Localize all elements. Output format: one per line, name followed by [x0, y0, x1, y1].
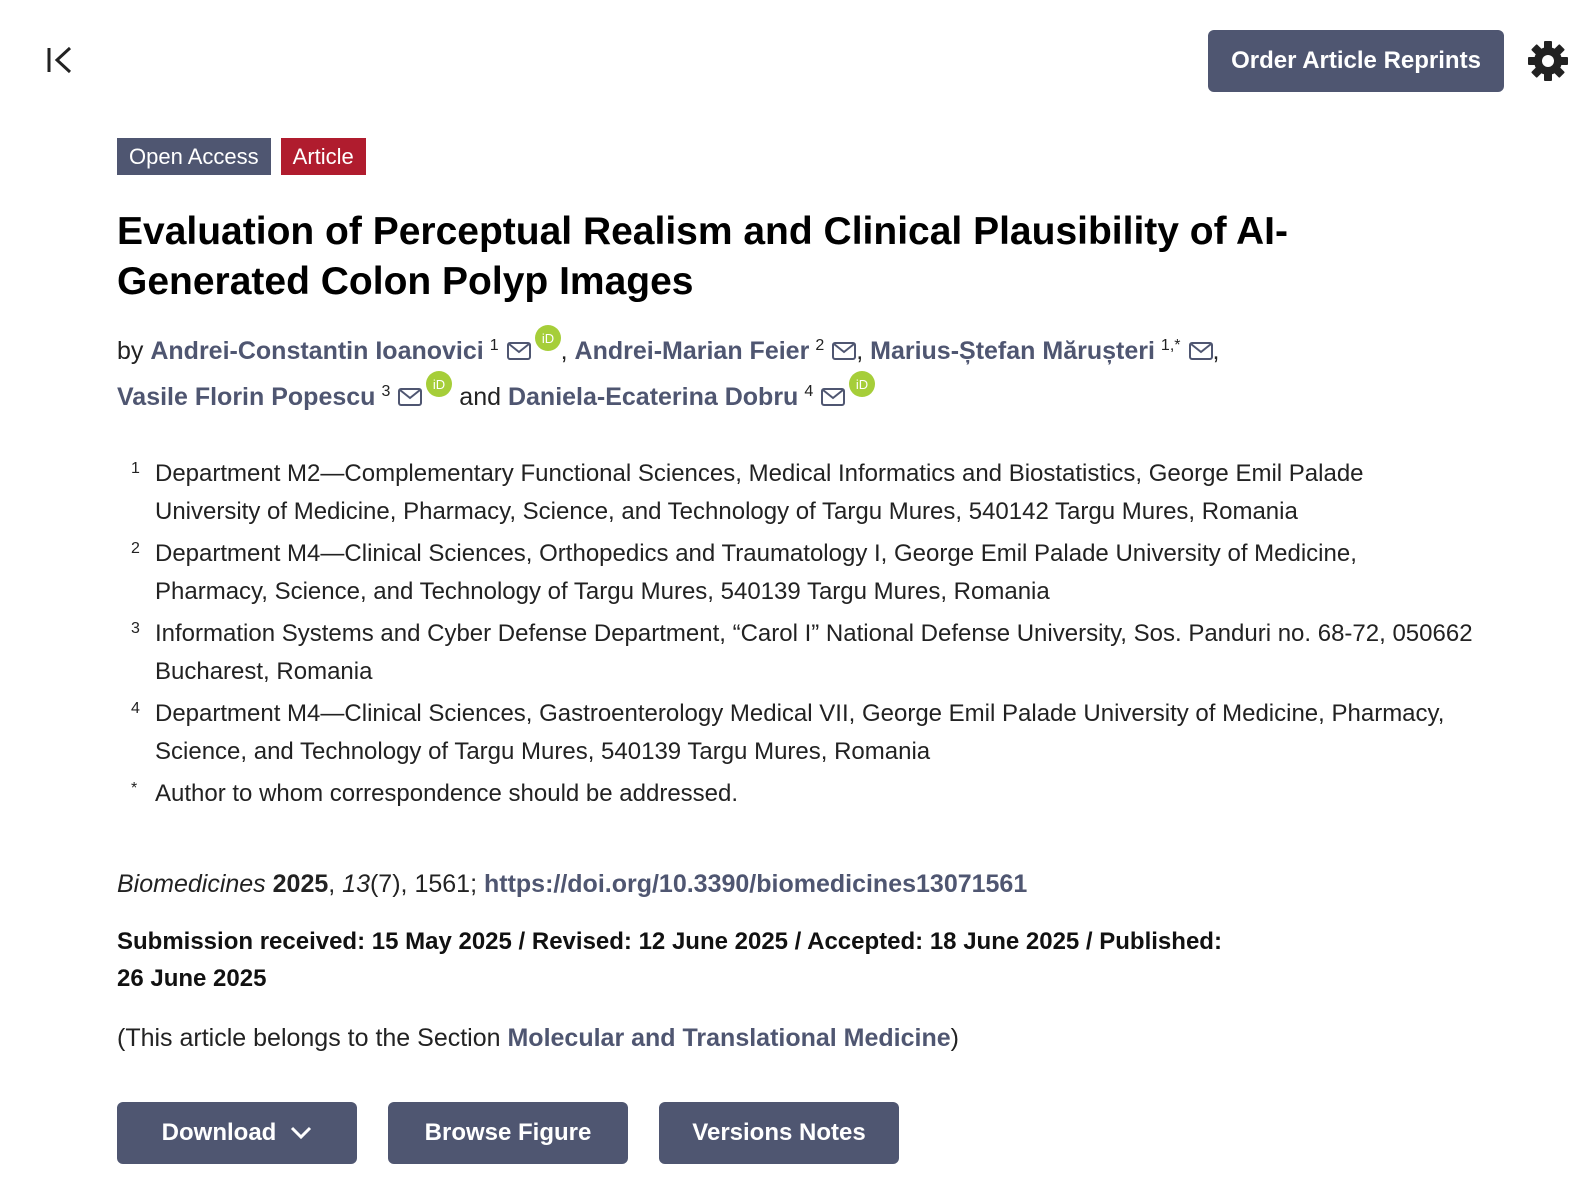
affiliation-text: Information Systems and Cyber Defense Department, “Carol I” National Defense University, Sos. Panduri no. 68-72, 050662 Bucharest, Romania — [155, 620, 1473, 685]
affiliation-item — [131, 695, 1517, 771]
author-affiliation: 2 — [815, 336, 825, 354]
svg-text:iD: iD — [541, 331, 554, 346]
article-type-badge: Article — [281, 138, 366, 175]
author-list — [117, 325, 1457, 417]
affiliation-text: Author to whom correspondence should be addressed. — [155, 780, 739, 807]
open-access-badge: Open Access — [117, 138, 271, 175]
author-affiliation: 3 — [381, 382, 391, 400]
affiliation-text: Department M4—Clinical Sciences, Gastroenterology Medical VII, George Emil Palade University of Medicine, Pharmacy, Science, and Technology of Targu Mures, 540139 Targu Mures, Romania — [155, 700, 1445, 765]
author-affiliation: 1 — [489, 336, 499, 354]
section-info — [117, 1021, 1517, 1055]
versions-notes-button[interactable]: Versions Notes — [659, 1102, 899, 1164]
author-name[interactable]: Marius-Ștefan Mărușteri — [870, 337, 1155, 365]
journal-name: Biomedicines — [117, 870, 266, 898]
citation: Biomedicines 2025, 13(7), 1561; https://doi.org/10.3390/biomedicines13071561 — [117, 870, 1028, 898]
affiliation-number: 3 — [131, 620, 140, 637]
orcid-icon[interactable] — [535, 325, 561, 351]
svg-text:iD: iD — [856, 377, 869, 392]
author-name[interactable]: Andrei-Constantin Ioanovici — [150, 337, 484, 365]
section-link[interactable]: Molecular and Translational Medicine — [507, 1024, 951, 1052]
gear-icon[interactable] — [1527, 40, 1569, 82]
citation-article-number: 1561; — [414, 870, 478, 898]
section-suffix: ) — [950, 1024, 959, 1052]
author-affiliation: 1,* — [1160, 336, 1181, 354]
affiliation-item — [131, 535, 1517, 611]
author-item — [117, 377, 459, 411]
citation-volume: 13 — [342, 870, 370, 898]
browse-figure-button[interactable]: Browse Figure — [388, 1102, 628, 1164]
author-item — [507, 377, 875, 411]
orcid-icon[interactable] — [849, 371, 875, 397]
affiliation-number: 2 — [131, 540, 140, 557]
affiliation-number: 4 — [131, 700, 140, 717]
order-reprints-button[interactable]: Order Article Reprints — [1208, 30, 1504, 92]
author-item: Andrei-Constantin Ioanovici $^1$ iD , — [150, 337, 574, 365]
author-item: Marius-Ștefan Mărușteri $^{1,*}$ , — [870, 336, 1220, 365]
citation-year: 2025 — [272, 870, 329, 898]
citation-issue: (7) — [369, 870, 401, 898]
affiliation-number: * — [131, 780, 138, 797]
affiliation-item — [131, 775, 1517, 813]
mail-icon[interactable] — [507, 342, 531, 360]
article-actions — [117, 1102, 899, 1164]
author-name[interactable]: Daniela-Ecaterina Dobru — [507, 383, 799, 411]
affiliation-list — [131, 455, 1517, 813]
mail-icon[interactable] — [398, 388, 422, 406]
mail-icon[interactable] — [832, 342, 856, 360]
badges — [117, 138, 1517, 175]
author-name[interactable]: Andrei-Marian Feier — [574, 337, 810, 365]
mail-icon[interactable] — [821, 388, 845, 406]
affiliation-item — [131, 455, 1517, 531]
collapse-left-icon[interactable] — [44, 44, 76, 76]
byline-by: by — [117, 337, 144, 365]
doi-link[interactable]: https://doi.org/10.3390/biomedicines13071561 — [483, 870, 1028, 898]
section-prefix: (This article belongs to the Section — [117, 1024, 508, 1052]
affiliation-text: Department M4—Clinical Sciences, Orthopedics and Traumatology I, George Emil Palade University of Medicine, Pharmacy, Science, and Technology of Targu Mures, 540139 Targu Mures, Romania — [155, 540, 1357, 605]
top-bar — [0, 0, 1596, 110]
svg-text:iD: iD — [433, 377, 446, 392]
affiliation-text: Department M2—Complementary Functional Sciences, Medical Informatics and Biostatistics, George Emil Palade University of Medicine, Pharmacy, Science, and Technology of Targu Mures, 540142 Targu Mures, Romania — [155, 460, 1364, 525]
download-button[interactable] — [117, 1102, 357, 1164]
byline-and: and — [459, 383, 502, 411]
orcid-icon[interactable] — [426, 371, 452, 397]
article-title: Evaluation of Perceptual Realism and Clinical Plausibility of AI-Generated Colon Polyp Images — [117, 210, 1288, 303]
download-label: Download — [161, 1119, 277, 1146]
chevron-down-icon — [290, 1126, 312, 1140]
mail-icon[interactable] — [1189, 342, 1213, 360]
author-affiliation: 4 — [804, 382, 814, 400]
author-name[interactable]: Vasile Florin Popescu — [117, 383, 376, 411]
publication-dates: Submission received: 15 May 2025 / Revised: 12 June 2025 / Accepted: 18 June 2025 / Published: 26 June 2025 — [117, 928, 1222, 992]
affiliation-item — [131, 615, 1517, 691]
affiliation-number: 1 — [131, 460, 140, 477]
author-item: Andrei-Marian Feier $^2$ , — [574, 336, 871, 365]
article-header — [117, 138, 1517, 1055]
